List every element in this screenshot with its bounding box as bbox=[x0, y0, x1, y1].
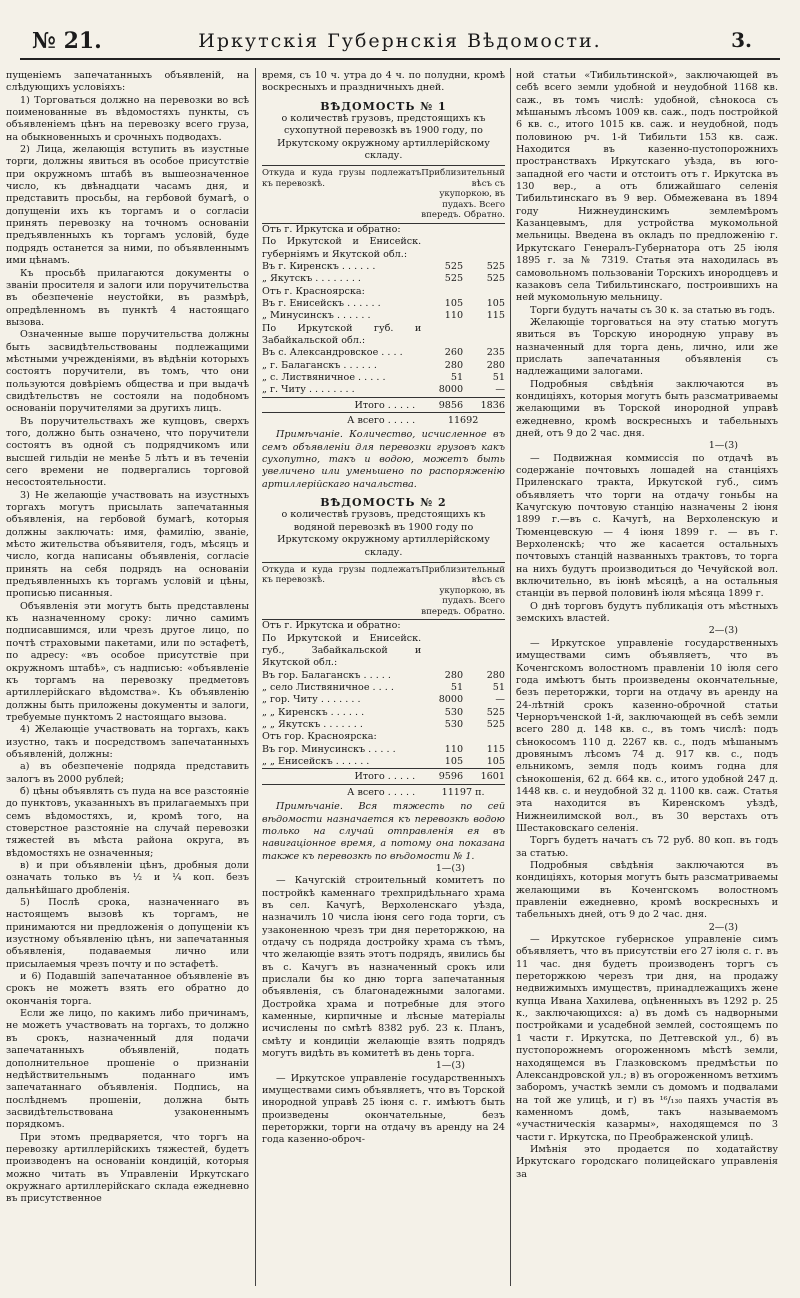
table-header-route: Откуда и куда грузы подлежатъ къ перевозкѣ. bbox=[262, 562, 421, 620]
announcement: — Иркутское управленіе государственныхъ имуществами симъ объявляетъ, что въ Торской инородной управѣ 25 іюня с. г. имѣютъ быть произведены окончательные, безъ переторжки, торги на отдачу въ аренду на 24 года казенно-оброч- bbox=[262, 1072, 505, 1146]
route-cell: „ село Листвяничное . . . . bbox=[262, 682, 394, 694]
statement-1-table bbox=[262, 165, 505, 427]
forward-weight-cell: 530 bbox=[444, 706, 464, 718]
ad-sign: 2—(3) bbox=[708, 921, 738, 933]
route-cell: „ Якутскъ . . . . . . . . bbox=[262, 273, 361, 285]
table-row bbox=[262, 744, 505, 756]
grand-total: 11692 bbox=[421, 413, 505, 428]
back-weight-cell bbox=[463, 620, 505, 633]
paragraph: б) цѣны объявлять съ пуда на все разстояніе до пунктовъ, указанныхъ въ прилагаемыхъ при семъ вѣдомостяхъ, и, кромѣ того, на стоверстное разстояніе на случай перевозки тяжестей въ мѣста района округа, въ вѣдомостяхъ не означенныя; bbox=[6, 785, 249, 859]
forward-weight-cell bbox=[421, 323, 463, 348]
column-rule bbox=[255, 68, 256, 1286]
paragraph: Торги будутъ начаты съ 30 к. за статью въ годъ. bbox=[530, 304, 776, 316]
paragraph: — Иркутское губернское управленіе симъ объявляетъ, что въ присутствіи его 27 іюля с. г. въ 11 час. дня будетъ производенъ торгъ съ переторжкою черезъ три дня, на продажу недвижимыхъ имуществъ, принадлежащихъ жене купца Ивана Хахилева, оцѣненныхъ въ 1292 р. 25 к., заключающихся: а) въ домѣ съ надворными постройками и усадебной землей, состоящемъ по 1 части г. Иркутска, по Детгевской ул., б) въ пустопорожнемъ огороженномъ мѣстѣ земли, находящемся въ Глазковскомъ предмѣстьи по Александровской ул.; в) въ огороженномъ ветхимъ заборомъ, участкѣ земли съ домомъ и подвалами на той же улицѣ, и г) въ ¹⁶/₁₃₀ паяхъ участія въ каменномъ домѣ, такъ называемомъ «участническія казармы», находящемся по 3 части г. Иркутска, по Преображенской улицѣ. bbox=[516, 934, 778, 1143]
column-rule bbox=[510, 68, 511, 1286]
table-row bbox=[262, 633, 505, 670]
grand-total: 11197 п. bbox=[421, 784, 505, 799]
paragraph: — Подвижная коммиссія по отдачѣ въ содержаніе почтовыхъ лошадей на станціяхъ Приленскаго тракта, Иркутской губ., симъ объявляетъ что торги на отдачу гоньбы на Качугскую почтовую станцію назначены 2 іюня 1899 г.—въ с. Качугѣ, на Верхоленскую и Тюменцевскую — 4 іюня 1899 г. — въ г. Верхоленскѣ; что же касается остальныхъ почтовыхъ станцій названныхъ трактовъ, то торга на нихъ будутъ производиться до Чечуйской вол. включительно, въ іюнѣ мѣсяцѣ, а на остальныя станціи въ первой половинѣ іюля мѣсяца 1899 г. bbox=[516, 452, 778, 600]
column-middle bbox=[262, 70, 505, 1286]
statement-2-title: ВѢДОМОСТЬ № 2 bbox=[320, 496, 447, 510]
total-back: 1836 bbox=[463, 397, 505, 412]
forward-weight-cell: 110 bbox=[444, 743, 464, 755]
statement-1-title: ВѢДОМОСТЬ № 1 bbox=[320, 99, 447, 113]
forward-weight-cell: 260 bbox=[444, 347, 464, 359]
forward-weight-cell bbox=[421, 286, 463, 298]
paragraph: 5) Послѣ срока, назначеннаго въ настоящемъ вызовѣ къ торгамъ, не принимаются ни предложенія о допущеніи къ изустному объявленію цѣнъ, ни запечатанныя объявленія, подаваемыя лично или присылаемыя чрезъ почту и по эстафетѣ. bbox=[6, 897, 249, 970]
paragraph: При этомъ предваряется, что торгъ на перевозку артиллерійскихъ тяжестей, будетъ производенъ на основаніи кондицій, которыя можно читать въ Управленіи Иркутскаго окружнаго артиллерійскаго склада ежедневно въ присутственное bbox=[6, 1131, 249, 1205]
table-row bbox=[262, 310, 505, 322]
route-cell: По Иркутской губ. и Забайкальской обл.: bbox=[262, 322, 422, 346]
statement-2-table bbox=[262, 562, 505, 799]
paragraph: время, съ 10 ч. утра до 4 ч. по полудни, кромѣ воскресныхъ и праздничныхъ дней. bbox=[262, 70, 505, 94]
table-row bbox=[262, 261, 505, 273]
paragraph: Въ поручительствахъ же купцовъ, сверхъ того, должно быть означено, что поручители состоятъ въ одной съ подрядчикомъ или высшей гильдіи не менѣе 5 лѣтъ и въ теченіи сего времени не подвергались торговой несостоятельности. bbox=[6, 415, 249, 489]
forward-weight-cell bbox=[421, 633, 463, 670]
route-cell: Въ гор. Минусинскъ . . . . . bbox=[262, 743, 396, 755]
newspaper-title: Иркутскія Губернскія Вѣдомости. bbox=[198, 30, 602, 52]
ad-sign: 1—(3) bbox=[435, 1060, 465, 1072]
back-weight-cell: — bbox=[495, 694, 505, 706]
total-forward: 9596 bbox=[421, 769, 463, 784]
forward-weight-cell: 280 bbox=[444, 669, 464, 681]
back-weight-cell: 105 bbox=[486, 297, 505, 309]
paragraph: пущеніемъ запечатанныхъ объявленій, на слѣдующихъ условіяхъ: bbox=[6, 70, 249, 94]
forward-weight-cell: 8000 bbox=[438, 694, 464, 706]
back-weight-cell: 235 bbox=[486, 347, 505, 359]
paragraph: 2) Лица, желающія вступить въ изустные торги, должны явиться въ особое присутствіе при окружномъ штабѣ въ вышеозначенное число, къ двѣнадцати часамъ дня, и представить просьбы, на гербовой бумагѣ, о допущеніи ихъ къ торгамъ и о согласіи принять перевозку на точномъ основаніи предъявленныхъ къ торгамъ условій, буде подрядъ останется за ними, по объявленнымъ ими цѣнамъ. bbox=[6, 144, 249, 267]
paragraph: 3) Не желающіе участвовать на изустныхъ торгахъ могутъ присылать запечатанныя объявленія, на гербовой бумагѣ, которыя должны заключать: имя, фамилію, званіе, мѣсто жительства объявителя, годъ, мѣсяцъ и число, когда написаны объявленія, согласіе принять на себя подрядъ на основаніи предъявленныхъ къ торгамъ условій и цѣны, прописью писанныя. bbox=[6, 489, 249, 600]
back-weight-cell: 51 bbox=[492, 372, 505, 384]
table-row bbox=[262, 707, 505, 719]
note-1: Примѣчаніе. Количество, исчисленное въ семъ объявленіи для перевозки грузовъ какъ сухопутно, такъ и водою, можетъ быть увеличено или уменьшено по распоряженію артиллерійскаго начальства. bbox=[262, 429, 505, 490]
back-weight-cell: 525 bbox=[486, 706, 505, 718]
back-weight-cell bbox=[463, 223, 505, 236]
grand-total-label: А всего . . . . . bbox=[262, 784, 421, 799]
route-cell: Въ гор. Балаганскъ . . . . . bbox=[262, 669, 391, 681]
back-weight-cell bbox=[463, 731, 505, 743]
route-cell: „ с. Листвяничное . . . . . bbox=[262, 372, 386, 384]
grand-total-label: А всего . . . . . bbox=[262, 413, 421, 428]
paragraph: Имѣнія это продается по ходатайству Иркутскаго городскаго полицейскаго управленія за bbox=[516, 1143, 778, 1180]
page-number: 3. bbox=[731, 28, 752, 52]
back-weight-cell: 105 bbox=[486, 756, 505, 768]
route-cell: „ „ Киренскъ . . . . . . bbox=[262, 706, 365, 718]
table-row bbox=[262, 273, 505, 285]
route-cell: „ г. Читу . . . . . . . . bbox=[262, 384, 355, 396]
paragraph: Подробныя свѣдѣнія заключаются въ кондиціяхъ, которыя могутъ быть разсматриваемы желающими въ Торской инородной управѣ ежедневно, кромѣ воскресныхъ и табельныхъ дней, отъ 9 до 2 час. дня. bbox=[516, 378, 778, 439]
column-right bbox=[516, 70, 778, 1286]
paragraph: О днѣ торговъ будутъ публикація отъ мѣстныхъ земскихъ властей. bbox=[516, 600, 778, 625]
table-row bbox=[262, 694, 505, 706]
paragraph: и 6) Подавшій запечатанное объявленіе въ срокъ не можетъ взять его обратно до окончанія торга. bbox=[6, 971, 249, 1007]
route-cell: По Иркутской и Енисейск. губ., Забайкальской и Якутской обл.: bbox=[262, 632, 422, 669]
table-row bbox=[262, 670, 505, 682]
forward-weight-cell: 105 bbox=[444, 297, 464, 309]
total-forward: 9856 bbox=[421, 397, 463, 412]
column-left bbox=[6, 70, 249, 1286]
route-cell: Отъ г. Красноярска: bbox=[262, 285, 365, 297]
forward-weight-cell: 525 bbox=[444, 273, 464, 285]
paragraph: 1) Торговаться должно на перевозки во всѣ поименованные въ вѣдомостяхъ пункты, съ объявленіемъ цѣнъ на перевозку всего груза, на обыкновенныхъ и срочныхъ подводахъ. bbox=[6, 94, 249, 143]
forward-weight-cell: 51 bbox=[450, 372, 464, 384]
table-row bbox=[262, 719, 505, 731]
paragraph: Торгъ будетъ начатъ съ 72 руб. 80 коп. въ годъ за статью. bbox=[516, 835, 778, 859]
route-cell: „ гор. Читу . . . . . . . bbox=[262, 694, 361, 706]
back-weight-cell: 525 bbox=[486, 719, 505, 731]
table-row bbox=[262, 286, 505, 298]
ad-sign: 1—(3) bbox=[435, 862, 465, 874]
table-row bbox=[262, 323, 505, 348]
back-weight-cell: 525 bbox=[486, 273, 505, 285]
total-label: Итого . . . . . bbox=[262, 397, 421, 412]
masthead bbox=[20, 22, 780, 60]
route-cell: Отъ гор. Красноярска: bbox=[262, 731, 377, 743]
back-weight-cell bbox=[463, 323, 505, 348]
paragraph: Желающіе торговаться на эту статью могутъ явиться въ Торскую инородную управу въ назначенный для торга день, лично, или же прислать запечатанныя объявленія съ надлежащими залогами. bbox=[516, 316, 778, 378]
route-cell: Въ г. Енисейскъ . . . . . . bbox=[262, 297, 381, 309]
route-cell: „ г. Балаганскъ . . . . . . bbox=[262, 359, 377, 371]
ad-sign: 1—(3) bbox=[708, 440, 738, 452]
table-row bbox=[262, 384, 505, 397]
table-row bbox=[262, 223, 505, 236]
forward-weight-cell: 51 bbox=[450, 682, 464, 694]
table-row bbox=[262, 682, 505, 694]
back-weight-cell: — bbox=[495, 384, 505, 396]
table-row bbox=[262, 236, 505, 261]
paragraph: Означенные выше поручительства должны быть засвидѣтельствованы подлежащими мѣстными учрежденіями, въ вѣдѣніи которыхъ состоятъ поручители, въ томъ, что они пользуются довѣріемъ общества и при выдачѣ свидѣтельствъ не состояли на подобномъ основаніи поручителями за другихъ лицъ. bbox=[6, 329, 249, 415]
back-weight-cell: 51 bbox=[492, 682, 505, 694]
route-cell: Въ с. Александровское . . . . bbox=[262, 347, 403, 359]
route-cell: „ „ Якутскъ . . . . . . . bbox=[262, 719, 363, 731]
forward-weight-cell: 8000 bbox=[438, 384, 464, 396]
back-weight-cell: 280 bbox=[486, 669, 505, 681]
back-weight-cell bbox=[463, 236, 505, 261]
forward-weight-cell: 280 bbox=[444, 359, 464, 371]
route-cell: „ Минусинскъ . . . . . . bbox=[262, 310, 371, 322]
forward-weight-cell: 525 bbox=[444, 260, 464, 272]
paragraph: Къ просьбѣ прилагаются документы о званіи просителя и залоги или поручительства въ обезпеченіе неустойки, въ размѣрѣ, опредѣленномъ въ пунктѣ 4 настоящаго вызова. bbox=[6, 267, 249, 328]
forward-weight-cell: 110 bbox=[444, 310, 464, 322]
table-row bbox=[262, 347, 505, 359]
table-row bbox=[262, 360, 505, 372]
back-weight-cell bbox=[463, 286, 505, 298]
route-cell: Отъ г. Иркутска и обратно: bbox=[262, 620, 401, 632]
forward-weight-cell bbox=[421, 236, 463, 261]
paragraph: Если же лицо, по какимъ либо причинамъ, не можетъ участвовать на торгахъ, то должно въ срокъ, назначенный для подачи запечатанныхъ объявленій, подать дополнительное прошеніе о признаніи недѣйствительнымъ поданнаго имъ запечатаннаго объявленія. Подпись, на послѣднемъ прошеніи, должна быть засвидѣтельствована узаконеннымъ порядкомъ. bbox=[6, 1008, 249, 1131]
statement-1-subtitle: о количествѣ грузовъ, предстоящихъ къ сухопутной перевозкѣ въ 1900 году, по Иркутскому окружному артиллерійскому складу. bbox=[277, 113, 490, 162]
table-header-weight: Приблизительный вѣсъ съ укупоркою, въ пудахъ. Всего впередъ. Обратно. bbox=[421, 166, 505, 224]
table-row bbox=[262, 731, 505, 743]
note-2: Примѣчаніе. Вся тяжесть по сей вѣдомости назначается къ перевозкѣ водою только на случай отправленія ея въ навигаціонное время, а потому она показана также къ перевозкѣ по вѣдомости № 1. bbox=[262, 801, 505, 862]
table-row bbox=[262, 620, 505, 633]
table-row bbox=[262, 298, 505, 310]
route-cell: „ „ Енисейскъ . . . . . . bbox=[262, 756, 370, 768]
ad-sign: 2—(3) bbox=[708, 625, 738, 637]
statement-2-subtitle: о количествѣ грузовъ, предстоящихъ къ водяной перевозкѣ въ 1900 году по Иркутскому окружному артиллерійскому складу. bbox=[277, 509, 490, 558]
back-weight-cell bbox=[463, 633, 505, 670]
paragraph: а) въ обезпеченіе подряда представить залогъ въ 2000 рублей; bbox=[6, 761, 249, 785]
paragraph: — Иркутское управленіе государственныхъ имуществами симъ объявляетъ, что въ Коченгскомъ волостномъ правленіи 10 іюля сего года имѣютъ быть произведены окончательные, безъ переторжки, торги на отдачу въ аренду на 24-лѣтній срокъ казенно-оброчной статьи Черноръченской 1-й, заключающей въ себѣ земли всего 280 д. 148 кв. с., въ томъ числѣ: подъ сѣнокосомъ 110 д. 2267 кв. с., подъ мѣшанымъ дровянымъ лѣсомъ 74 д. 917 кв. с., подъ ельникомъ, земля подъ коимъ годна для сѣнокошенія, 62 д. 664 кв. с., итого удобной 247 д. 1448 кв. с. и неудобной 32 д. 1100 кв. саж. Статья эта находится въ Киренскомъ уѣздѣ, Нижнеилимской вол., въ 30 верстахъ отъ Шестаковскаго селенія. bbox=[516, 637, 778, 834]
back-weight-cell: 280 bbox=[486, 359, 505, 371]
forward-weight-cell bbox=[421, 731, 463, 743]
table-header-route: Откуда и куда грузы подлежатъ къ перевозкѣ. bbox=[262, 166, 421, 224]
forward-weight-cell bbox=[421, 620, 463, 633]
forward-weight-cell: 105 bbox=[444, 756, 464, 768]
route-cell: По Иркутской и Енисейск. губерніямъ и Якутской обл.: bbox=[262, 236, 422, 260]
total-label: Итого . . . . . bbox=[262, 769, 421, 784]
paragraph: Подробныя свѣдѣнія заключаются въ кондиціяхъ, которыя могутъ быть разсматриваемы желающими въ Коченгскомъ волостномъ правленіи ежедневно, кромѣ воскресныхъ и табельныхъ дней, отъ 9 до 2 час. дня. bbox=[516, 860, 778, 921]
issue-number: № 21. bbox=[32, 28, 102, 54]
total-back: 1601 bbox=[463, 769, 505, 784]
route-cell: Отъ г. Иркутска и обратно: bbox=[262, 223, 401, 235]
paragraph: 4) Желающіе участвовать на торгахъ, какъ изустно, такъ и посредствомъ запечатанныхъ объявленій, должны: bbox=[6, 724, 249, 760]
back-weight-cell: 115 bbox=[486, 743, 505, 755]
announcement: — Качугскій строительный комитетъ по постройкѣ каменнаго трехпридѣльнаго храма въ сел. Качугѣ, Верхоленскаго уѣзда, назначилъ 10 числа іюня сего года торги, съ узаконенною чрезъ три дня переторжкою, на отдачу съ подряда достройку храма съ тѣмъ, что желающіе взять этотъ подрядъ, явились бы въ с. Качугъ въ назначенный срокъ или прислали бы ко дню торга запечатанныя объявленія, съ благонадежными залогами. Достройка храма и потребные для этого каменные, кирпичные и лѣсные матеріалы исчислены по смѣтѣ 8382 руб. 23 к. Планъ, смѣту и кондиціи желающіе взять подрядъ могутъ видѣть въ комитетѣ въ день торга. bbox=[262, 875, 505, 1060]
table-row bbox=[262, 756, 505, 769]
back-weight-cell: 525 bbox=[486, 260, 505, 272]
forward-weight-cell: 530 bbox=[444, 719, 464, 731]
paragraph: ной статьи «Тибильтинской», заключающей въ себѣ всего земли удобной и неудобной 1168 кв. саж., въ томъ числѣ: удобной, сѣнокоса съ мѣшанымъ лѣсомъ 1009 кв. саж., подъ постройкой 6 кв. с., итого 1015 кв. саж. и неудобной, подъ половиною рч. 1-й Тибильти 153 кв. саж. Находится въ казенно-пустопорожнихъ пространствахъ Иркутскаго уѣзда, въ юго-западной его части и отстоитъ отъ г. Иркутска въ 130 вер., а отъ ближайшаго селенія Тибильтинскаго въ 9 вер. Обмежевана въ 1894 году Нижнеудинскимъ землемѣромъ Казанцевымъ, для устройства мукомольной мельницы. Введена въ окладъ по предложенію г. Иркутскаго Генералъ-Губернатора отъ 25 іюля 1895 г. за № 7319. Статья эта находилась въ самовольномъ пользованіи Торскихъ инородцевъ и казаковъ села Тибильтинскаго, построившихъ на ней мукомольную мельницу. bbox=[516, 70, 778, 304]
paragraph: Объявленія эти могутъ быть представлены къ назначенному сроку: лично самимъ подписавшимся, или чрезъ другое лицо, по почтѣ страховыми пакетами, или по эстафетѣ, по адресу: «въ особое присутствіе при окружномъ штабѣ», съ надписью: «объявленіе къ торгамъ на перевозку предметовъ артиллерійскаго вѣдомства». Къ объявленію должны быть приложены документы и залоги, требуемые пунктомъ 2 настоящаго вызова. bbox=[6, 600, 249, 723]
route-cell: Въ г. Киренскъ . . . . . . bbox=[262, 260, 376, 272]
table-row bbox=[262, 372, 505, 384]
forward-weight-cell bbox=[421, 223, 463, 236]
table-header-weight: Приблизительный вѣсъ съ укупоркою, въ пудахъ. Всего впередъ. Обратно. bbox=[421, 562, 505, 620]
paragraph: в) и при объявленіи цѣнъ, дробныя доли означать только въ ½ и ¼ коп. безъ дальнѣйшаго дробленія. bbox=[6, 860, 249, 896]
back-weight-cell: 115 bbox=[486, 310, 505, 322]
